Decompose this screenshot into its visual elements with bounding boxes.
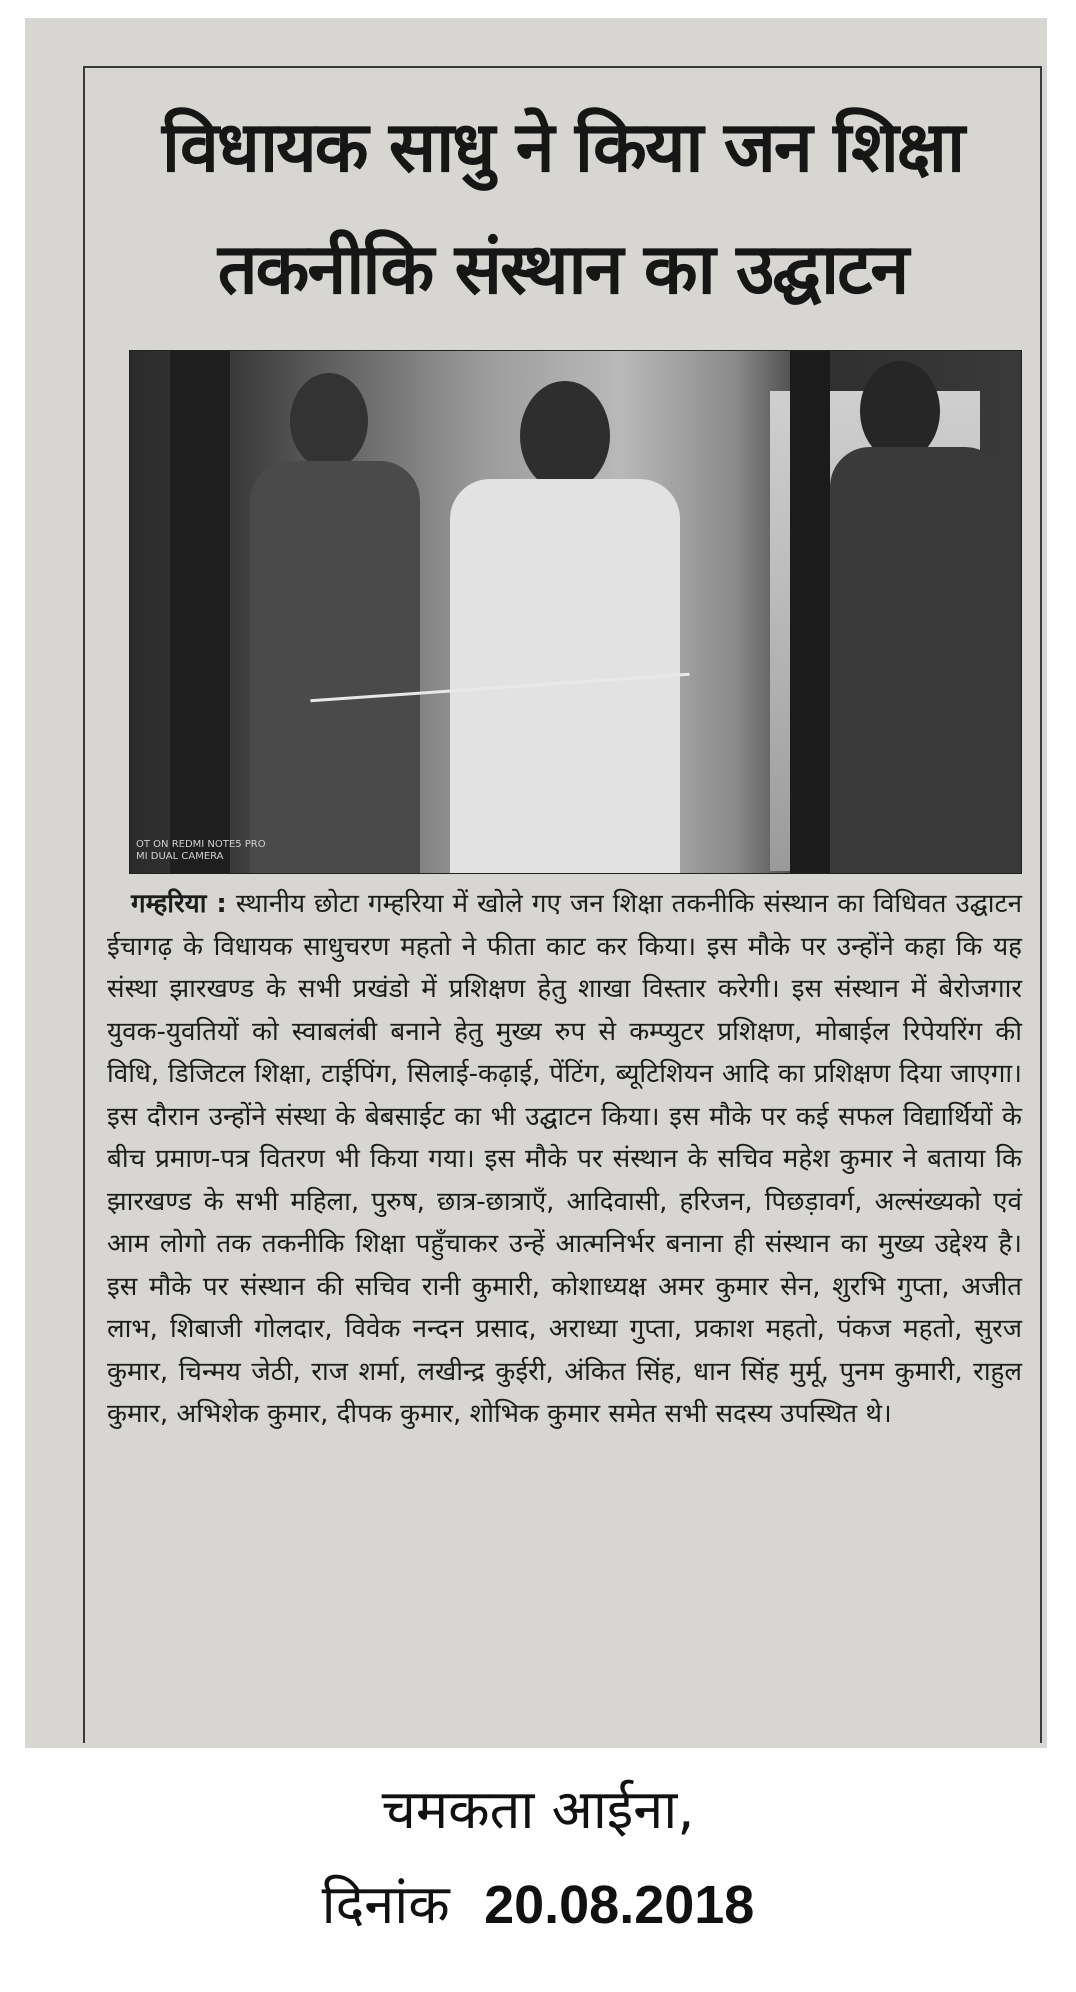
article-dateline: गम्हरिया : [131, 889, 227, 919]
article-frame [83, 66, 1042, 1743]
date-label: दिनांक [321, 1873, 450, 1936]
photo-credit-line-1: OT ON REDMI NOTE5 PRO [136, 839, 266, 850]
newspaper-name: चमकता आईना, [381, 1778, 695, 1841]
photo-credit [136, 839, 266, 863]
headline-line-1: विधायक साधु ने किया जन शिक्षा [161, 106, 964, 188]
headline-line-2: तकनीकि संस्थान का उद्घाटन [217, 228, 908, 310]
publication-date [0, 1865, 1076, 1939]
photo-door-right [790, 351, 830, 873]
article-body [107, 883, 1022, 1436]
photo-credit-line-2: MI DUAL CAMERA [136, 851, 224, 862]
date-value: 20.08.2018 [484, 1875, 755, 1935]
photo-door-left [170, 351, 230, 873]
article-text: स्थानीय छोटा गम्हरिया में खोले गए जन शिक्षा तकनीकि संस्थान का विधिवत उद्घाटन ईचागढ़ के विधायक साधुचरण महतो ने फीता काट कर किया। इस मौके पर उन्होंने कहा कि यह संस्था झारखण्ड के सभी प्रखंडो में प्रशिक्षण हेतु शाखा विस्तार करेगी। इस संस्थान में बेरोजगार युवक-युवतियों को स्वाबलंबी बनाने हेतु मुख्य रुप से कम्प्युटर प्रशिक्षण, मोबाईल रिपेयरिंग की विधि, डिजिटल शिक्षा, टाईपिंग, सिलाई-कढ़ाई, पेंटिंग, ब्यूटिशियन आदि का प्रशिक्षण दिया जाएगा। इस दौरान उन्होंने संस्था के बेबसाईट का भी उद्घाटन किया। इस मौके पर कई सफल विद्यार्थियों के बीच प्रमाण-पत्र वितरण भी किया गया। इस मौके पर संस्थान के सचिव महेश कुमार ने बताया कि झारखण्ड के सभी महिला, पुरुष, छात्र-छात्राएँ, आदिवासी, हरिजन, पिछड़ावर्ग, अल्संख्यको एवं आम लोगो तक तकनीकि शिक्षा पहुँचाकर उन्हें आत्मनिर्भर बनाना ही संस्थान का मुख्य उद्देश्य है। इस मौके पर संस्थान की सचिव रानी कुमारी, कोशाध्यक्ष अमर कुमार सेन, शुरभि गुप्ता, अजीत लाभ, शिबाजी गोलदार, विवेक नन्दन प्रसाद, अराध्या गुप्ता, प्रकाश महतो, पंकज महतो, सुरज कुमार, चिन्मय जेठी, राज शर्मा, लखीन्द्र कुईरी, अंकित सिंह, धान सिंह मुर्मू, पुनम कुमारी, राहुल कुमार, अभिशेक कुमार, दीपक कुमार, शोभिक कुमार समेत सभी सदस्य उपस्थित थे। [107, 889, 1022, 1429]
newspaper-clipping [25, 18, 1047, 1748]
inauguration-photo [129, 350, 1022, 874]
